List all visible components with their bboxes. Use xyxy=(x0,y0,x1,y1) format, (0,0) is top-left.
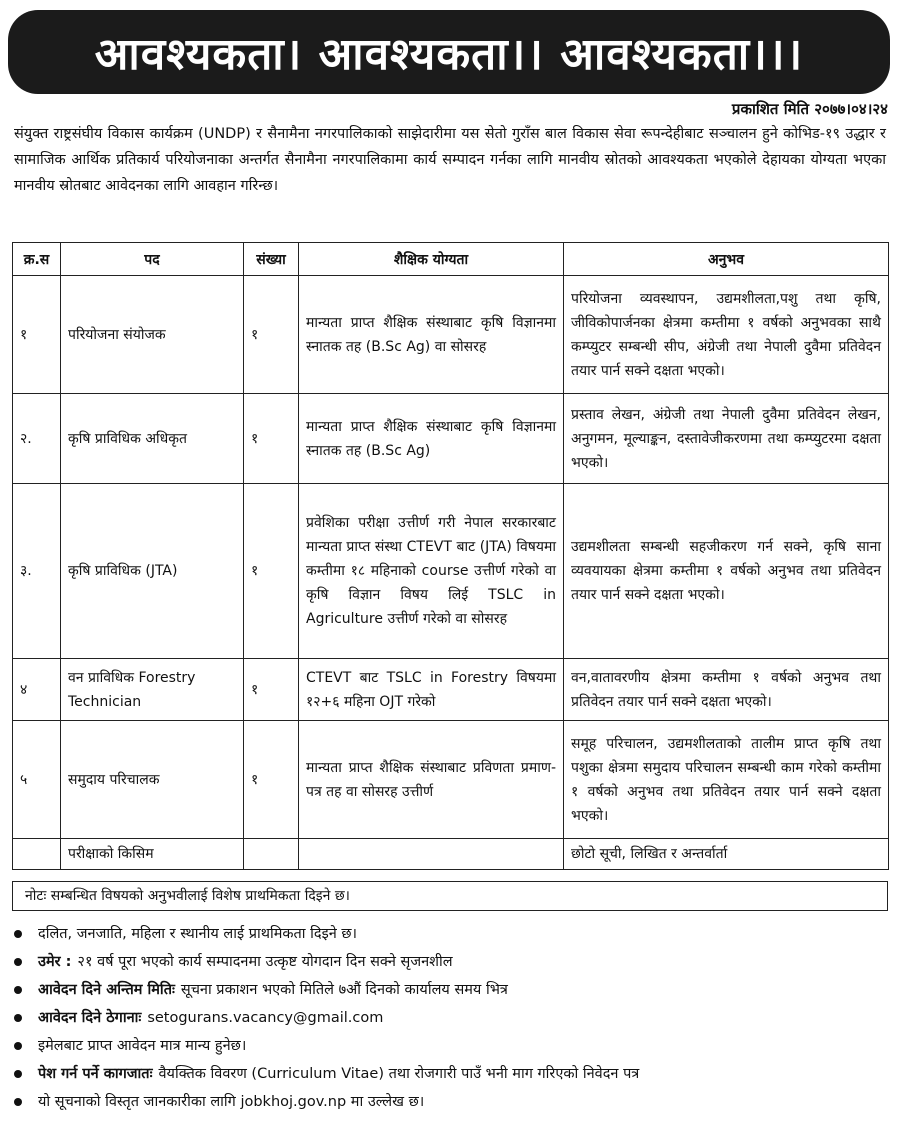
cell-post: कृषि प्राविधिक (JTA) xyxy=(61,484,244,659)
cell-experience: वन,वातावरणीय क्षेत्रमा कम्तीमा १ वर्षको अनुभव तथा प्रतिवेदन तयार पार्न सक्ने दक्षता भएको। xyxy=(564,659,889,721)
item-text: दलित, जनजाति, महिला र स्थानीय लाई प्राथमिकता दिइने छ। xyxy=(38,926,358,942)
cell-empty xyxy=(299,839,564,870)
item-label: आवेदन दिने अन्तिम मितिः xyxy=(38,982,175,998)
list-item xyxy=(8,920,888,948)
item-text: वैयक्तिक विवरण (Curriculum Vitae) तथा रोजगारी पाउँ भनी माग गरिएको निवेदन पत्र xyxy=(158,1066,640,1082)
list-item xyxy=(8,1004,888,1032)
item-text: सूचना प्रकाशन भएको मितिले ७औं दिनको कार्यालय समय भित्र xyxy=(180,982,508,998)
bullet-icon xyxy=(14,930,22,938)
cell-qualification: मान्यता प्राप्त शैक्षिक संस्थाबाट कृषि विज्ञानमा स्नातक तह (B.Sc Ag) xyxy=(299,394,564,484)
header-sn: क्र.स xyxy=(13,243,61,276)
cell-post: समुदाय परिचालक xyxy=(61,721,244,839)
exam-type-value: छोटो सूची, लिखित र अन्तर्वार्ता xyxy=(564,839,889,870)
cell-count: १ xyxy=(244,484,299,659)
cell-experience: परियोजना व्यवस्थापन, उद्यमशीलता,पशु तथा कृषि, जीविकोपार्जनका क्षेत्रमा कम्तीमा १ वर्षको अनुभवका साथै कम्प्युटर सम्बन्धी सीप, अंग्रेजी तथा नेपाली दुवैमा प्रतिवेदन तयार पार्न सक्ने दक्षता भएको। xyxy=(564,276,889,394)
cell-sn: ५ xyxy=(13,721,61,839)
item-text: यो सूचनाको विस्तृत जानकारीका लागि jobkhoj.gov.np मा उल्लेख छ। xyxy=(38,1094,425,1110)
item-text: इमेलबाट प्राप्त आवेदन मात्र मान्य हुनेछ। xyxy=(38,1038,247,1054)
cell-sn: ३. xyxy=(13,484,61,659)
header-post: पद xyxy=(61,243,244,276)
item-label: आवेदन दिने ठेगानाः xyxy=(38,1010,142,1026)
bullet-icon xyxy=(14,958,22,966)
item-label: उमेर : xyxy=(38,954,72,970)
header-qualification: शैक्षिक योग्यता xyxy=(299,243,564,276)
bullet-icon xyxy=(14,1014,22,1022)
cell-empty xyxy=(244,839,299,870)
cell-post: वन प्राविधिक Forestry Technician xyxy=(61,659,244,721)
cell-count: १ xyxy=(244,276,299,394)
banner-title: आवश्यकता। आवश्यकता।। आवश्यकता।।। xyxy=(8,10,890,94)
list-item xyxy=(8,948,888,976)
cell-experience: प्रस्ताव लेखन, अंग्रेजी तथा नेपाली दुवैमा प्रतिवेदन लेखन, अनुगमन, मूल्याङ्कन, दस्तावेजीकरणमा तथा कम्प्युटरमा दक्षता भएको। xyxy=(564,394,889,484)
item-text: २१ वर्ष पूरा भएको कार्य सम्पादनमा उत्कृष्ट योगदान दिन सक्ने सृजनशील xyxy=(77,954,453,970)
bullet-icon xyxy=(14,1070,22,1078)
cell-experience: समूह परिचालन, उद्यमशीलताको तालीम प्राप्त कृषि तथा पशुका क्षेत्रमा समुदाय परिचालन सम्बन्धी काम गरेको कम्तीमा १ वर्षको अनुभव तथा प्रतिवेदन तयार पार्न सक्ने दक्षता भएको। xyxy=(564,721,889,839)
cell-count: १ xyxy=(244,721,299,839)
cell-qualification: प्रवेशिका परीक्षा उत्तीर्ण गरी नेपाल सरकारबाट मान्यता प्राप्त संस्था CTEVT बाट (JTA) विषयमा कम्तीमा १८ महिनाको course उत्तीर्ण गरेको वा कृषि विज्ञान विषय लिई TSLC in Agriculture उत्तीर्ण गरेको वा सोसरह xyxy=(299,484,564,659)
header-experience: अनुभव xyxy=(564,243,889,276)
cell-post: परियोजना संयोजक xyxy=(61,276,244,394)
vacancy-table xyxy=(12,242,889,870)
cell-post: कृषि प्राविधिक अधिकृत xyxy=(61,394,244,484)
cell-count: १ xyxy=(244,394,299,484)
bullet-icon xyxy=(14,1042,22,1050)
bullet-icon xyxy=(14,986,22,994)
header-count: संख्या xyxy=(244,243,299,276)
exam-type-row xyxy=(13,839,889,870)
published-date: प्रकाशित मिति २०७७।०४।२४ xyxy=(731,100,888,118)
table-row xyxy=(13,394,889,484)
cell-empty xyxy=(13,839,61,870)
table-row xyxy=(13,721,889,839)
table-row xyxy=(13,276,889,394)
conditions-list xyxy=(8,920,888,1116)
intro-paragraph: संयुक्त राष्ट्रसंघीय विकास कार्यक्रम (UNDP) र सैनामैना नगरपालिकाको साझेदारीमा यस सेतो गुराँस बाल विकास सेवा रूपन्देहीबाट सञ्चालन हुने कोभिड-१९ उद्धार र सामाजिक आर्थिक प्रतिकार्य परियोजनाका अन्तर्गत सैनामैना नगरपालिकामा कार्य सम्पादन गर्नका लागि मानवीय स्रोतको आवश्यकता भएकोले देहायका योग्यता भएका मानवीय स्रोतबाट आवेदनका लागि आवहान गरिन्छ। xyxy=(14,126,886,194)
cell-qualification: CTEVT बाट TSLC in Forestry विषयमा १२+६ महिना OJT गरेको xyxy=(299,659,564,721)
exam-type-label: परीक्षाको किसिम xyxy=(61,839,244,870)
table-header-row xyxy=(13,243,889,276)
bullet-icon xyxy=(14,1098,22,1106)
cell-experience: उद्यमशीलता सम्बन्धी सहजीकरण गर्न सक्ने, कृषि साना व्यवयायका क्षेत्रमा कम्तीमा १ वर्षको अनुभव तथा प्रतिवेदन तयार पार्न सक्ने दक्षता भएको। xyxy=(564,484,889,659)
list-item xyxy=(8,1088,888,1116)
cell-count: १ xyxy=(244,659,299,721)
list-item xyxy=(8,1060,888,1088)
item-label: पेश गर्न पर्ने कागजातः xyxy=(38,1066,153,1082)
list-item xyxy=(8,976,888,1004)
cell-qualification: मान्यता प्राप्त शैक्षिक संस्थाबाट कृषि विज्ञानमा स्नातक तह (B.Sc Ag) वा सोसरह xyxy=(299,276,564,394)
list-item xyxy=(8,1032,888,1060)
cell-qualification: मान्यता प्राप्त शैक्षिक संस्थाबाट प्रविणता प्रमाण-पत्र तह वा सोसरह उत्तीर्ण xyxy=(299,721,564,839)
cell-sn: १ xyxy=(13,276,61,394)
note-box: नोटः सम्बन्धित विषयको अनुभवीलाई विशेष प्राथमिकता दिइने छ। xyxy=(12,881,888,911)
table-row xyxy=(13,659,889,721)
cell-sn: २. xyxy=(13,394,61,484)
cell-sn: ४ xyxy=(13,659,61,721)
email-address[interactable]: setogurans.vacancy@gmail.com xyxy=(147,1010,384,1026)
table-row xyxy=(13,484,889,659)
